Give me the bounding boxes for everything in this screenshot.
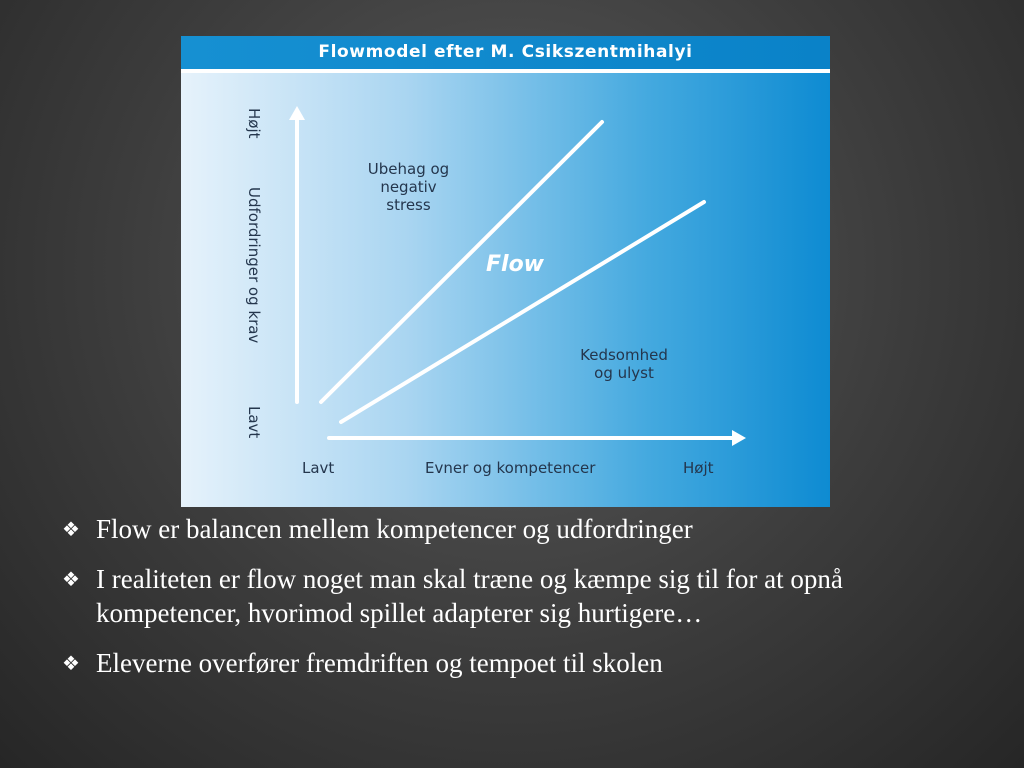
y-axis-high-label: Højt: [245, 108, 263, 139]
figure-title: Flowmodel efter M. Csikszentmihalyi: [318, 42, 693, 62]
diamond-ornament-icon: ❖: [62, 567, 80, 591]
upper-flow-boundary: [321, 122, 602, 402]
bullet-item: [62, 646, 982, 680]
bullet-item: [62, 512, 982, 546]
x-axis-title: Evner og kompetencer: [425, 459, 596, 477]
diamond-ornament-icon: ❖: [62, 651, 80, 675]
diamond-ornament-icon: ❖: [62, 517, 80, 541]
x-axis-low-label: Lavt: [302, 459, 335, 477]
bullet-item: [62, 562, 982, 630]
y-axis-low-label: Lavt: [245, 406, 263, 439]
region-upper-label: Ubehag og negativ stress: [367, 160, 450, 214]
lower-flow-boundary: [341, 202, 704, 422]
region-lower-label: Kedsomhed og ulyst: [580, 346, 668, 382]
bullet-text: Flow er balancen mellem kompetencer og udfordringer: [96, 514, 693, 544]
bullet-list: [62, 512, 982, 680]
bullet-text: I realiteten er flow noget man skal træne og kæmpe sig til for at opnå kompetencer, hvorimod spillet adapterer sig hurtigere…: [96, 564, 843, 628]
flow-model-figure: [181, 36, 830, 507]
x-axis-high-label: Højt: [683, 459, 714, 477]
y-axis-title: Udfordringer og krav: [245, 187, 263, 344]
bullet-text: Eleverne overfører fremdriften og tempoet til skolen: [96, 648, 663, 678]
flow-region-label: Flow: [486, 252, 545, 277]
x-axis-arrowhead: [732, 430, 746, 446]
y-axis-arrowhead: [289, 106, 305, 120]
